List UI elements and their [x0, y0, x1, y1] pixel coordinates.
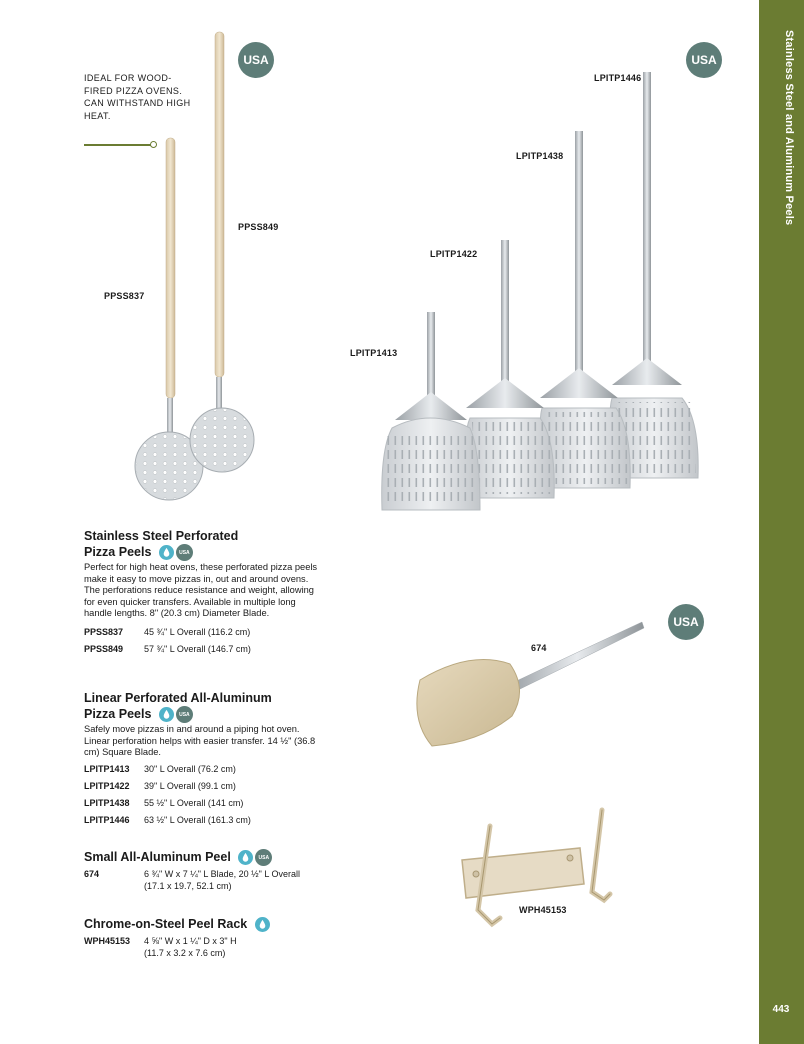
- usa-badge: USA: [686, 42, 722, 78]
- product-title: Chrome-on-Steel Peel Rack: [84, 917, 248, 931]
- spec-row: [84, 778, 344, 795]
- image-label-ppss849: PPSS849: [238, 222, 279, 232]
- spec-row: [84, 624, 344, 641]
- spec-sku: LPITP1446: [84, 814, 130, 825]
- product-title-line2: [84, 706, 344, 723]
- product-description: Safely move pizzas in and around a piping hot oven. Linear perforation helps with easier transfer. 14 ½" (36.8 cm) Square Blade.: [84, 724, 316, 758]
- image-label-lpitp1446: LPITP1446: [594, 73, 642, 83]
- product-stainless-steel-perforated: [84, 528, 344, 658]
- product-linear-perforated: [84, 690, 344, 829]
- spec-value: 45 ¾" L Overall (116.2 cm): [144, 626, 251, 637]
- spec-row: [84, 869, 344, 892]
- callout-text: IDEAL FOR WOOD-FIRED PIZZA OVENS. CAN WITHSTAND HIGH HEAT.: [84, 73, 191, 121]
- product-title-text: Pizza Peels: [84, 545, 152, 559]
- spec-value-line1: 4 ⅝" W x 1 ¼" D x 3" H: [144, 936, 237, 947]
- image-label-wph45153: WPH45153: [519, 905, 567, 915]
- spec-sku: WPH45153: [84, 936, 131, 947]
- spec-value: [144, 869, 344, 892]
- spec-sku: LPITP1438: [84, 797, 130, 808]
- spec-sku: 674: [84, 869, 100, 880]
- spec-row: [84, 936, 344, 959]
- product-title-line: [84, 916, 344, 933]
- peel-lpitp1413-image: [382, 312, 480, 510]
- product-title: Stainless Steel Perforated: [84, 529, 239, 543]
- spec-sku: PPSS849: [84, 643, 124, 654]
- spec-value: 55 ½" L Overall (141 cm): [144, 797, 244, 808]
- spec-value: [144, 936, 344, 959]
- spec-value-line1: 6 ¾" W x 7 ¼" L Blade, 20 ½" L Overall: [144, 869, 300, 880]
- spec-row: [84, 812, 344, 829]
- image-label-lpitp1422: LPITP1422: [430, 249, 478, 259]
- spec-value: 57 ¾" L Overall (146.7 cm): [144, 643, 251, 654]
- peel-lpitp1438-image: [540, 131, 630, 488]
- image-label-ppss837: PPSS837: [104, 291, 145, 301]
- product-peel-rack: [84, 916, 344, 959]
- spec-value-line2: (11.7 x 3.2 x 7.6 cm): [144, 947, 226, 958]
- usa-icon: USA: [176, 706, 193, 723]
- product-title: Linear Perforated All-Aluminum: [84, 691, 272, 705]
- water-drop-icon: [238, 849, 253, 866]
- water-drop-icon: [159, 544, 174, 561]
- usa-badge: USA: [668, 604, 704, 640]
- page-number: 443: [772, 1004, 790, 1015]
- usa-badge: USA: [238, 42, 274, 78]
- product-title-text: Pizza Peels: [84, 707, 152, 721]
- spec-row: [84, 795, 344, 812]
- peel-lpitp1422-image: [466, 240, 554, 498]
- product-small-aluminum-peel: [84, 849, 344, 892]
- spec-sku: PPSS837: [84, 626, 124, 637]
- spec-row: [84, 641, 344, 658]
- water-drop-icon: [159, 706, 174, 723]
- sidebar-title: Stainless Steel and Aluminum Peels: [783, 30, 795, 226]
- image-label-lpitp1413: LPITP1413: [350, 348, 398, 358]
- spec-sku: LPITP1413: [84, 763, 130, 774]
- water-drop-icon: [255, 916, 270, 933]
- product-description: Perfect for high heat ovens, these perforated pizza peels make it easy to move pizzas in, out and around ovens. The perforations reduce resistance and weight, allowing for even quicker transfers. Available in multiple long handle lengths. 8" (20.3 cm) Diameter Blade.: [84, 562, 318, 619]
- peel-ppss849-image: [190, 32, 254, 472]
- spec-value: 39" L Overall (99.1 cm): [144, 780, 236, 791]
- spec-value: 30" L Overall (76.2 cm): [144, 763, 236, 774]
- image-label-lpitp1438: LPITP1438: [516, 151, 564, 161]
- spec-value: 63 ½" L Overall (161.3 cm): [144, 814, 251, 825]
- usa-icon: USA: [255, 849, 272, 866]
- product-title: Small All-Aluminum Peel: [84, 850, 231, 864]
- spec-row: [84, 761, 344, 778]
- peel-674-image: [417, 622, 644, 746]
- spec-value-line2: (17.1 x 19.7, 52.1 cm): [144, 880, 232, 891]
- product-title-line2: [84, 544, 344, 561]
- usa-icon: USA: [176, 544, 193, 561]
- image-label-674: 674: [531, 643, 547, 653]
- spec-sku: LPITP1422: [84, 780, 130, 791]
- product-title-line: [84, 849, 344, 866]
